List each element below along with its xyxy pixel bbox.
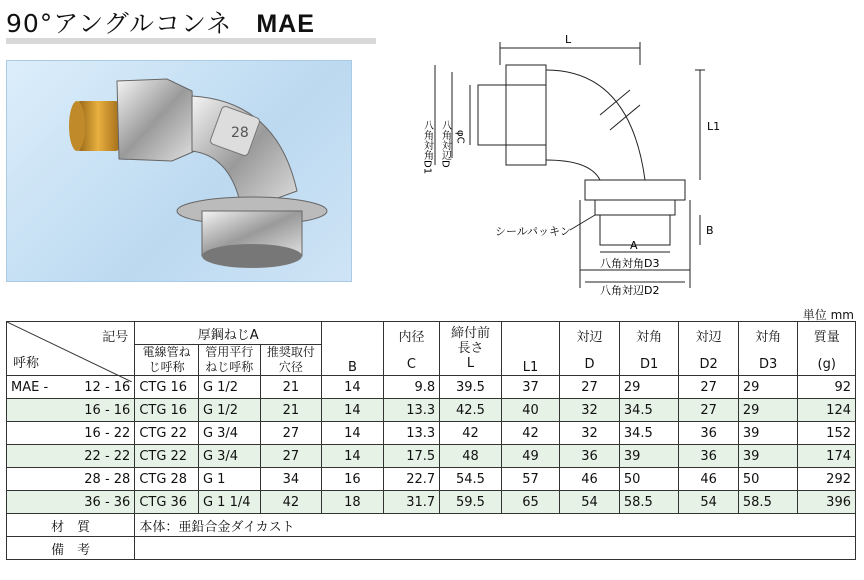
cell-D3: 50 [738, 468, 798, 491]
col-L-header [440, 322, 502, 376]
corner-bottom-label: 呼称 [13, 356, 40, 371]
cell-D2: 27 [679, 376, 739, 399]
cell-hole: 27 [260, 422, 322, 445]
cell-D3: 39 [738, 445, 798, 468]
row-name [7, 422, 135, 445]
col-parallel-header: 管用平行ねじ呼称 [198, 345, 260, 376]
cell-B: 14 [322, 399, 384, 422]
cell-D1: 39 [619, 445, 679, 468]
col-L-bottom: L [466, 356, 475, 371]
remarks-label: 備 考 [7, 537, 135, 560]
cell-L: 59.5 [440, 491, 502, 514]
col-hole-header: 推奨取付穴径 [260, 345, 322, 376]
cell-B: 14 [322, 445, 384, 468]
cell-D3: 58.5 [738, 491, 798, 514]
dimension-drawing [400, 30, 730, 300]
row-name [7, 445, 135, 468]
label-L: L [565, 33, 572, 46]
cell-C: 13.3 [383, 422, 439, 445]
row-size: 16 - 22 [84, 425, 131, 441]
material-row [7, 514, 856, 537]
row-prefix: MAE - [11, 379, 49, 395]
col-D-bottom: D [584, 356, 595, 372]
cell-mass: 152 [798, 422, 856, 445]
col-D3-bottom: D3 [759, 356, 778, 372]
cell-L1: 49 [501, 445, 560, 468]
col-mass-header [798, 322, 856, 376]
remarks-row [7, 537, 856, 560]
cell-hole: 34 [260, 468, 322, 491]
material-label: 材 質 [7, 514, 135, 537]
cell-C: 22.7 [383, 468, 439, 491]
label-seal: シールパッキン [495, 225, 571, 238]
cell-parallel: G 3/4 [198, 422, 260, 445]
col-D1-bottom: D1 [639, 356, 659, 372]
row-size: 28 - 28 [84, 471, 131, 487]
label-A: A [630, 239, 638, 252]
cell-mass: 92 [798, 376, 856, 399]
cell-D: 32 [560, 399, 620, 422]
cell-mass: 396 [798, 491, 856, 514]
spec-table [6, 321, 856, 560]
row-name [7, 491, 135, 514]
col-D2-header [679, 322, 739, 376]
cell-L: 42.5 [440, 399, 502, 422]
cell-D3: 29 [738, 399, 798, 422]
cell-L1: 42 [501, 422, 560, 445]
page-title [6, 4, 315, 40]
cell-mass: 124 [798, 399, 856, 422]
col-conduit-header: 電線管ねじ呼称 [135, 345, 199, 376]
col-D1-header [619, 322, 679, 376]
row-size: 16 - 16 [84, 402, 131, 418]
cell-B: 16 [322, 468, 384, 491]
cell-mass: 174 [798, 445, 856, 468]
cell-C: 17.5 [383, 445, 439, 468]
cell-L: 48 [440, 445, 502, 468]
col-D2-top: 対辺 [695, 329, 722, 345]
cell-L1: 65 [501, 491, 560, 514]
cell-conduit: CTG 36 [135, 491, 199, 514]
cell-D1: 34.5 [619, 399, 679, 422]
cell-conduit: CTG 16 [135, 376, 199, 399]
cell-D1: 29 [619, 376, 679, 399]
cell-hole: 21 [260, 376, 322, 399]
product-photo [6, 60, 352, 282]
row-name [7, 399, 135, 422]
cell-C: 13.3 [383, 399, 439, 422]
cell-L1: 37 [501, 376, 560, 399]
cell-D: 32 [560, 422, 620, 445]
col-B-header: B [322, 322, 384, 376]
col-L1-header: L1 [501, 322, 560, 376]
label-D3: 八角対角D3 [600, 257, 660, 270]
cell-B: 18 [322, 491, 384, 514]
cell-L1: 57 [501, 468, 560, 491]
col-C-header [383, 322, 439, 376]
table-row [7, 468, 856, 491]
col-D3-header [738, 322, 798, 376]
cell-D1: 34.5 [619, 422, 679, 445]
material-value: 本体：亜鉛合金ダイカスト [135, 514, 856, 537]
cell-conduit: CTG 28 [135, 468, 199, 491]
cell-D: 36 [560, 445, 620, 468]
cell-D2: 27 [679, 399, 739, 422]
corner-top-label: 記号 [102, 330, 129, 345]
label-D: 八角対辺D [439, 120, 451, 168]
col-D-top: 対辺 [576, 329, 603, 345]
col-mass-bottom: (g) [817, 356, 836, 372]
label-D1: 八角対角D1 [421, 120, 433, 175]
cell-C: 31.7 [383, 491, 439, 514]
cell-B: 14 [322, 376, 384, 399]
table-row [7, 491, 856, 514]
cell-D: 46 [560, 468, 620, 491]
unit-note: 単位 mm [802, 308, 854, 322]
cell-D2: 36 [679, 422, 739, 445]
cell-parallel: G 1 [198, 468, 260, 491]
cell-D3: 29 [738, 376, 798, 399]
col-L-top: 締付前長さ [450, 326, 490, 356]
cell-D1: 58.5 [619, 491, 679, 514]
cell-D2: 54 [679, 491, 739, 514]
corner-cell [7, 322, 135, 376]
cell-D: 54 [560, 491, 620, 514]
group-thread-header: 厚鋼ねじA [135, 322, 322, 345]
col-D3-top: 対角 [755, 329, 782, 345]
row-name [7, 468, 135, 491]
product-code: MAE [256, 10, 315, 38]
cell-hole: 27 [260, 445, 322, 468]
cell-D2: 46 [679, 468, 739, 491]
cell-hole: 21 [260, 399, 322, 422]
cell-L1: 40 [501, 399, 560, 422]
cell-parallel: G 1 1/4 [198, 491, 260, 514]
col-D-header [560, 322, 620, 376]
cell-L: 42 [440, 422, 502, 445]
photo-stamp-text: 28 [231, 125, 249, 141]
cell-parallel: G 3/4 [198, 445, 260, 468]
cell-L: 54.5 [440, 468, 502, 491]
table-row [7, 399, 856, 422]
cell-conduit: CTG 16 [135, 399, 199, 422]
col-C-bottom: C [406, 356, 416, 372]
cell-D: 27 [560, 376, 620, 399]
col-C-top: 内径 [398, 329, 425, 345]
cell-conduit: CTG 22 [135, 422, 199, 445]
cell-D1: 50 [619, 468, 679, 491]
row-size: 12 - 16 [84, 379, 131, 395]
label-L1: L1 [707, 120, 721, 133]
cell-parallel: G 1/2 [198, 376, 260, 399]
col-D2-bottom: D2 [699, 356, 718, 372]
table-row [7, 445, 856, 468]
label-D2: 八角対辺D2 [600, 284, 660, 297]
table-row [7, 376, 856, 399]
title-underline [6, 38, 376, 44]
cell-L: 39.5 [440, 376, 502, 399]
table-row [7, 422, 856, 445]
cell-D2: 36 [679, 445, 739, 468]
label-phiC: φC [454, 130, 466, 144]
label-B: B [706, 224, 714, 237]
cell-C: 9.8 [383, 376, 439, 399]
cell-B: 14 [322, 422, 384, 445]
elbow-fitting-illustration [7, 61, 351, 281]
cell-hole: 42 [260, 491, 322, 514]
table-header-row-1 [7, 322, 856, 345]
product-name: 90°アングルコンネ [6, 9, 233, 38]
cell-parallel: G 1/2 [198, 399, 260, 422]
col-D1-top: 対角 [636, 329, 663, 345]
col-mass-top: 質量 [813, 329, 840, 345]
remarks-value [135, 537, 856, 560]
cell-mass: 292 [798, 468, 856, 491]
row-size: 22 - 22 [84, 448, 131, 464]
cell-conduit: CTG 22 [135, 445, 199, 468]
cell-D3: 39 [738, 422, 798, 445]
row-size: 36 - 36 [84, 494, 131, 510]
